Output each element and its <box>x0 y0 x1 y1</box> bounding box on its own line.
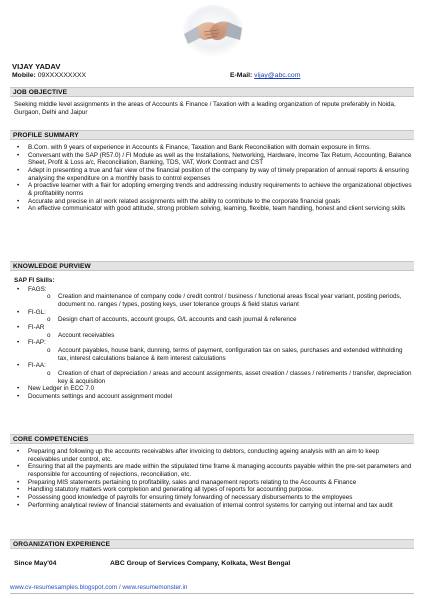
section-knowledge-purview: KNOWLEDGE PURVIEW <box>10 261 414 271</box>
list-item: • Conversant with the SAP (R57.0) / FI Module as well as the Installations, Networking, Hardware, Income Tax Return, Accounting, Balance Sheet, Profit & Loss a/c, Reconciliation, Banking, TDS, VAT, Work Contract and CST <box>14 152 412 167</box>
section-organization-experience: ORGANIZATION EXPERIENCE <box>10 539 414 549</box>
candidate-name: VIJAY YADAV <box>12 62 61 71</box>
mobile-value: 09XXXXXXXXX <box>37 72 87 80</box>
list-item: • Possessing good knowledge of payrolls for ensuring timely forwarding of necessary disbursements to the employees <box>14 494 412 502</box>
email-line <box>230 72 300 80</box>
list-item: • Ensuring that all the payments are made within the stipulated time frame & managing accounts payable within the pre-set parameters and responsible for accounting of rejections, reconciliation, etc. <box>14 463 412 478</box>
skills-title: SAP FI Skills: <box>14 277 55 284</box>
mobile-label: Mobile: <box>12 72 36 80</box>
skill-group-label: FI-AA: <box>28 362 46 370</box>
knowledge-purview-body <box>14 277 412 401</box>
section-job-objective: JOB OBJECTIVE <box>10 87 414 97</box>
skill-group-label: Documents settings and account assignment model <box>28 393 173 401</box>
skill-group-label: New Ledger in ECC 7.0 <box>28 385 95 393</box>
core-competencies-list <box>14 448 412 509</box>
section-profile-summary: PROFILE SUMMARY <box>10 130 414 140</box>
experience-since: Since May'04 <box>14 560 57 567</box>
handshake-icon <box>182 4 244 58</box>
skill-group <box>14 309 412 324</box>
list-item: • Accurate and precise in all work related assignments with the ability to contribute to the corporate financial goals <box>14 198 412 206</box>
skill-sub-item: o Design chart of accounts, account groups, G/L accounts and cash journal & reference <box>28 316 412 324</box>
email-link[interactable]: vijay@abc.com <box>254 72 301 79</box>
job-objective-text: Seeking middle level assignments in the areas of Accounts & Finance / Taxation with a leading organization of repute preferably in Noida, Gurgaon, Delhi and Jaipur <box>14 101 396 116</box>
skill-group <box>14 286 412 309</box>
skill-group-label: FI-AR <box>28 324 45 332</box>
list-item: • Preparing and following up the accounts receivables after invoicing to debtors, conducting ageing analysis with an aim to keep receivables under control, etc. <box>14 448 412 463</box>
skill-group <box>14 385 412 393</box>
skill-group-label: FAGS: <box>28 285 47 293</box>
email-label: E-Mail: <box>230 72 253 79</box>
footer-separator: / <box>118 584 121 591</box>
experience-company: ABC Group of Services Company, Kolkata, West Bengal <box>110 560 291 567</box>
list-item: • Preparing MIS statements pertaining to profitability, sales and management reports relating to the Accounts & Finance <box>14 479 412 487</box>
footer-link-resumemonster[interactable]: www.resumemonster.in <box>122 584 188 591</box>
section-core-competencies: CORE COMPETENCIES <box>10 434 414 444</box>
skill-group <box>14 324 412 339</box>
profile-summary-list <box>14 144 412 213</box>
list-item: • A proactive learner with a flair for adopting emerging trends and addressing industry requirements to achieve the organizational objectives & profitability norms <box>14 182 412 197</box>
list-item: • B.Com. with 9 years of experience in Accounts & Finance, Taxation and Bank Reconciliation with domain exposure in firms. <box>14 144 412 152</box>
skill-group <box>14 339 412 362</box>
footer-links <box>10 584 414 594</box>
skill-sub-item: o Creation of chart of depreciation / areas and account assignments, asset creation / classes / retirements / transfer, depreciation key & acquisition <box>28 370 412 385</box>
skill-group <box>14 393 412 401</box>
skill-sub-item: o Account receivables <box>28 332 412 340</box>
footer-link-cv-resumesamples[interactable]: www.cv-resumesamples.blogspot.com <box>10 584 118 591</box>
skills-list <box>14 286 412 401</box>
skill-group-label: FI-GL: <box>28 308 46 316</box>
contact-block <box>12 62 86 81</box>
skill-sub-item: o Creation and maintenance of company code / credit control / business / functional areas fiscal year variant, posting periods, document no. ranges / types, posting keys, user tolerance groups & field status variant <box>28 293 412 308</box>
list-item: • Handling statutory matters work completion and generating all types of reports for accounting purpose. <box>14 486 412 494</box>
list-item: • Performing analytical review of financial statements and evaluation of internal control systems for carrying out internal and tax audit <box>14 502 412 510</box>
list-item: • Adept in presenting a true and fair view of the financial position of the company by way of timely preparation of annual reports & ensuring analysing the expenditure on a monthly basis to control expenses <box>14 167 412 182</box>
list-item: • An effective communicator with good attitude, strong problem solving, learning, flexible, team handling, honest and client servicing skills <box>14 205 412 213</box>
skill-sub-item: o Account payables, house bank, dunning, terms of payment, configuration tax on sales, purchases and extended withholding tax, interest calculations balance & item interest calculations <box>28 347 412 362</box>
skill-group-label: FI-AP: <box>28 339 46 347</box>
skill-group <box>14 362 412 385</box>
mobile-line <box>12 72 86 80</box>
